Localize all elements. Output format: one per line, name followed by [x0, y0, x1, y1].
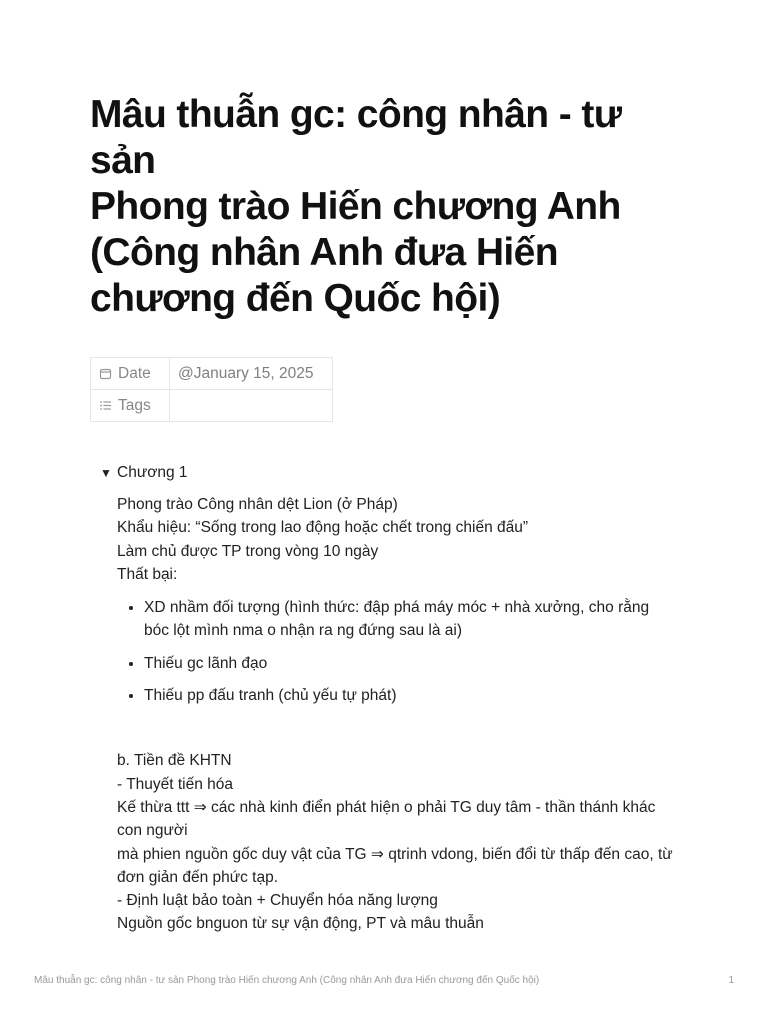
- page-number: 1: [728, 975, 734, 986]
- list-item: • Thiếu pp đấu tranh (chủ yếu tự phát): [144, 684, 677, 707]
- title-line: Phong trào Hiến chương Anh: [90, 185, 621, 228]
- date-label: Date: [118, 364, 151, 382]
- tags-value[interactable]: [170, 390, 333, 422]
- properties-table: [90, 357, 333, 422]
- text-line: b. Tiền đề KHTN: [117, 752, 232, 770]
- toggle-label: Chương 1: [117, 464, 188, 481]
- text-line: Nguồn gốc bnguon từ sự vận động, PT và mâu thuẫn: [117, 915, 484, 933]
- property-row-date[interactable]: [91, 358, 333, 390]
- toggle-chuong-1[interactable]: [100, 464, 188, 482]
- title-line: (Công nhân Anh đưa Hiến chương đến Quốc hội): [90, 231, 558, 320]
- text-line: Làm chủ được TP trong vòng 10 ngày: [117, 542, 379, 560]
- toggle-content: [117, 493, 677, 936]
- bullet-list: [117, 596, 677, 707]
- tags-label: Tags: [118, 396, 151, 414]
- property-row-tags[interactable]: [91, 390, 333, 422]
- text-line: Phong trào Công nhân dệt Lion (ở Pháp): [117, 496, 398, 513]
- title-line: Mâu thuẫn gc: công nhân - tư sản: [90, 93, 622, 182]
- text-line: Kế thừa ttt ⇒ các nhà kinh điển phát hiện o phải TG duy tâm - thần thánh khác con người: [117, 798, 656, 840]
- calendar-icon: [99, 367, 112, 380]
- list-item: • XD nhầm đối tượng (hình thức: đập phá máy móc + nhà xưởng, cho rằng bóc lột mình nma o nhận ra ng đứng sau là ai): [144, 596, 677, 643]
- list-item: • Thiếu gc lãnh đạo: [144, 652, 677, 675]
- text-line: Khẩu hiệu: “Sống trong lao động hoặc chết trong chiến đấu”: [117, 519, 529, 537]
- text-line: - Thuyết tiến hóa: [117, 775, 234, 793]
- page-title: [90, 92, 650, 322]
- list-icon: [99, 399, 112, 412]
- text-line: mà phien nguồn gốc duy vật của TG ⇒ qtrinh vdong, biến đổi từ thấp đến cao, từ đơn giản đến phức tạp.: [117, 845, 673, 886]
- footer-text: Mâu thuẫn gc: công nhân - tư sản Phong trào Hiến chương Anh (Công nhân Anh đưa Hiến chương đến Quốc hội): [34, 975, 540, 986]
- text-line: - Định luật bảo toàn + Chuyển hóa năng lượng: [117, 892, 438, 910]
- date-value[interactable]: @January 15, 2025: [170, 358, 333, 390]
- text-line: Thất bại:: [117, 565, 178, 583]
- toggle-triangle-icon[interactable]: ▼: [100, 466, 112, 480]
- page-footer: [34, 975, 734, 986]
